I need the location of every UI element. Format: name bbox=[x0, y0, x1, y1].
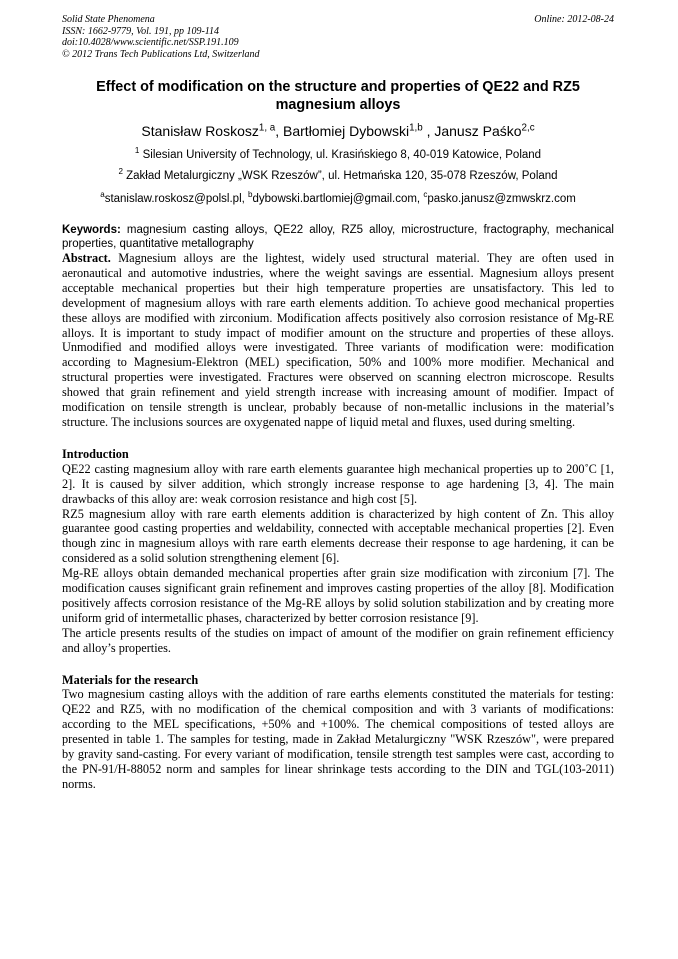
paper-page bbox=[62, 14, 614, 792]
abstract bbox=[62, 251, 614, 430]
affiliation bbox=[62, 148, 614, 163]
copyright-line: © 2012 Trans Tech Publications Ltd, Switzerland bbox=[62, 48, 260, 60]
author-name: Janusz Paśko bbox=[434, 123, 522, 139]
author-affiliation-mark: 1,b bbox=[409, 122, 423, 134]
abstract-label: Abstract. bbox=[62, 251, 111, 265]
paragraph: QE22 casting magnesium alloy with rare earth elements guarantee high mechanical properties up to 200˚C [1, 2]. It is caused by silver addition, which strongly increase response to age hardening [3, 4]. The main drawbacks of this alloy are: weak corrosion resistance and high cost [5]. bbox=[62, 461, 614, 506]
author-name: Bartłomiej Dybowski bbox=[283, 123, 410, 139]
author-affiliation-mark: 1, a bbox=[258, 122, 276, 134]
author-list bbox=[62, 122, 614, 140]
email-list bbox=[62, 192, 614, 207]
paragraph: Mg-RE alloys obtain demanded mechanical properties after grain size modification with zirconium [7]. The modification causes significant grain refinement and improves casting properties of the alloy [8]. Modification positively affects corrosion resistance of the Mg-RE alloys by solid solution stabilization and by creating more uniform grid of intermetallic phases, characterized by better corrosion resistance [9]. bbox=[62, 566, 614, 625]
journal-name: Solid State Phenomena bbox=[62, 14, 155, 25]
email-mark: c bbox=[423, 190, 428, 200]
section-heading-materials: Materials for the research bbox=[62, 672, 199, 687]
paragraph: The article presents results of the studies on impact of amount of the modifier on grain refinement efficiency and alloy’s properties. bbox=[62, 625, 614, 655]
email-address: stanislaw.roskosz@polsl.pl, bbox=[104, 193, 249, 205]
email-mark: b bbox=[248, 190, 253, 200]
online-date: Online: 2012-08-24 bbox=[534, 14, 614, 25]
email-mark: a bbox=[100, 190, 105, 200]
affiliation-number: 2 bbox=[118, 167, 123, 177]
section-heading-introduction: Introduction bbox=[62, 446, 129, 461]
paper-title: Effect of modification on the structure and properties of QE22 and RZ5 magnesium alloys bbox=[96, 79, 580, 113]
affiliation-text: Silesian University of Technology, ul. Krasińskiego 8, 40-019 Katowice, Poland bbox=[142, 149, 542, 161]
running-header bbox=[62, 14, 614, 66]
keywords-text: magnesium casting alloys, QE22 alloy, RZ5 alloy, microstructure, fractography, mechanical properties, quantitative metallography bbox=[62, 224, 614, 250]
abstract-text: Magnesium alloys are the lightest, widely used structural material. They are often used in aeronautical and automotive industries, where the weight savings are essential. Magnesium alloys present acceptable mechanical properties but their high temperature properties are unsatisfactory. This led to development of magnesium alloys with rare earth elements addition. To achieve good mechanical properties these alloys are modified with zirconium. Modification affects positively also corrosion resistance of Mg-RE alloys. It is important to study impact of modifier amount on the structure and properties of these alloys. Unmodified and modified alloys were investigated. Three variants of modification were: modification according to Magnesium-Elektron (MEL) specification, 50% and 100% more modifier. Mechanical and structural properties were investigated. Fractures were observed on scanning electron microscope. Results showed that grain refinement and yield strength increase with increasing amount of modifier. Impact of modification on tensile strength is unclear, probably because of non-metallic inclusions in the material’s structure. The inclusions sources are oxygenated nappe of liquid metal and fluxes, used during smelting. bbox=[62, 251, 614, 429]
author-separator: , bbox=[275, 123, 284, 139]
affiliation-number: 1 bbox=[134, 146, 140, 156]
author-name: Stanisław Roskosz bbox=[141, 123, 259, 139]
paragraph: Two magnesium casting alloys with the addition of rare earths elements constituted the materials for testing: QE22 and RZ5, with no modification of the chemical composition and with 3 variants of modifications: according to the MEL specifications, +50% and +100%. The chemical compositions of tested alloys are presented in table 1. The samples for testing, made in Zakład Metalurgiczny "WSK Rzeszów", were prepared by gravity sand-casting. For every variant of modification, tensile strength test samples were cast, according to the PN-91/H-88052 norm and samples for linear shrinkage tests according to the DIN and TGL(103-2011) norms. bbox=[62, 687, 614, 791]
email-address: pasko.janusz@zmwskrz.com bbox=[427, 193, 576, 205]
affiliation-text: Zakład Metalurgiczny „WSK Rzeszów”, ul. Hetmańska 120, 35-078 Rzeszów, Poland bbox=[126, 170, 558, 182]
publication-info bbox=[62, 14, 260, 60]
author-separator: , bbox=[422, 123, 435, 139]
paragraph: RZ5 magnesium alloy with rare earth elements addition is characterized by high content of Zn. This alloy guarantee good casting properties and weldability, connected with acceptable mechanical properties [2]. Even though zinc in magnesium alloys with rare earth elements decrease their response to age hardening, it can be considered as a solid solution strengthening element [6]. bbox=[62, 506, 614, 566]
doi-line: doi:10.4028/www.scientific.net/SSP.191.109 bbox=[62, 37, 239, 48]
keywords-label: Keywords: bbox=[62, 224, 121, 236]
email-address: dybowski.bartlomiej@gmail.com, bbox=[252, 193, 424, 205]
issn-line: ISSN: 1662-9779, Vol. 191, pp 109-114 bbox=[62, 25, 220, 37]
keywords bbox=[62, 223, 614, 251]
affiliation bbox=[62, 169, 614, 184]
author-affiliation-mark: 2,c bbox=[521, 122, 535, 134]
